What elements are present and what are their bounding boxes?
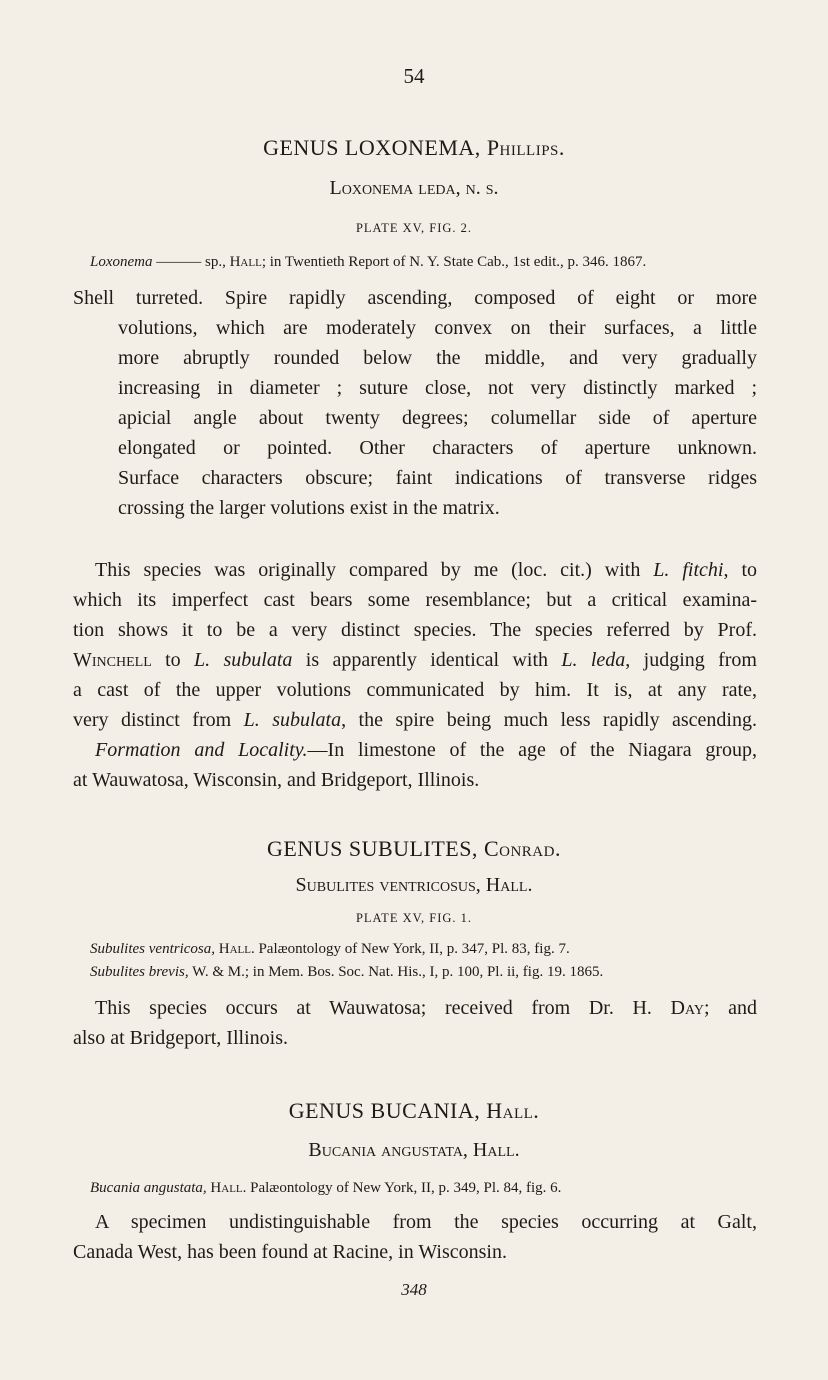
description-line: elongated or pointed. Other characters of aperture unknown. [118, 437, 757, 459]
species-heading-loxonema-leda: Loxonema leda, n. s. [329, 177, 499, 199]
handwritten-page-note: 348 [401, 1280, 427, 1299]
description-line: Surface characters obscure; faint indications of transverse ridges [118, 467, 757, 489]
plate-reference-loxonema: PLATE XV, FIG. 2. [355, 221, 473, 235]
genus-heading-subulites [0, 836, 828, 862]
description-line: volutions, which are moderately convex on their surfaces, a little [118, 317, 757, 339]
genus-heading-bucania [0, 1098, 828, 1124]
synonymy-dash: ——— [156, 254, 202, 270]
description-line: apicial angle about twenty degrees; columellar side of aperture [118, 407, 757, 429]
synonymy-taxon: Loxonema [90, 254, 153, 270]
remarks-line: which its imperfect cast bears some resemblance; but a critical examina- [73, 589, 757, 611]
locality-label: Formation and Locality. [95, 739, 308, 761]
description-loxonema [73, 283, 757, 523]
genus-author: Hall. [486, 1098, 540, 1123]
remarks-loxonema [73, 555, 757, 795]
page-number: 54 [403, 64, 425, 88]
synonymy-citation: ; in Twentieth Report of N. Y. State Cab., 1st edit., p. 346. 1867. [261, 254, 647, 270]
genus-name: GENUS SUBULITES, [267, 836, 478, 861]
locality-line: at Wauwatosa, Wisconsin, and Bridgeport, Illinois. [73, 769, 480, 791]
species-heading-bucania-angustata: Bucania angustata, Hall. [308, 1139, 520, 1161]
description-line: increasing in diameter ; suture close, not very distinctly marked ; [118, 377, 757, 399]
genus-name: GENUS BUCANIA, [288, 1098, 481, 1123]
text-line: also at Bridgeport, Illinois. [73, 1027, 288, 1049]
genus-name: GENUS LOXONEMA, [263, 135, 481, 160]
synonymy-subulites-brevis: Subulites brevis, W. & M.; in Mem. Bos. Soc. Nat. His., I, p. 100, Pl. ii, fig. 19. 1865. [90, 964, 604, 980]
plate-reference-subulites: PLATE XV, FIG. 1. [355, 911, 473, 925]
remarks-line: Winchell to L. subulata is apparently identical with L. leda, judging from [73, 649, 757, 671]
genus-heading-loxonema [0, 135, 828, 161]
synonymy-bucania: Bucania angustata, Hall. Palæontology of New York, II, p. 349, Pl. 84, fig. 6. [90, 1180, 562, 1196]
genus-author: Phillips. [486, 135, 565, 160]
text-line: A specimen undistinguishable from the species occurring at Galt, [95, 1211, 757, 1233]
remarks-line: a cast of the upper volutions communicated by him. It is, at any rate, [73, 679, 757, 701]
description-line: more abruptly rounded below the middle, and very gradually [118, 347, 757, 369]
text-line: This species occurs at Wauwatosa; received from Dr. H. Day; and [95, 997, 758, 1019]
genus-author: Conrad. [483, 836, 561, 861]
locality-line: Formation and Locality.—In limestone of the age of the Niagara group, [95, 739, 758, 761]
synonymy-author: Hall [229, 254, 262, 270]
remarks-line: very distinct from L. subulata, the spire being much less rapidly ascending. [73, 709, 757, 731]
synonymy-subulites-ventricosa: Subulites ventricosa, Hall. Palæontology of New York, II, p. 347, Pl. 83, fig. 7. [90, 941, 570, 957]
text-bucania [73, 1207, 757, 1267]
description-line: crossing the larger volutions exist in the matrix. [118, 497, 500, 519]
text-line: Canada West, has been found at Racine, in Wisconsin. [73, 1241, 507, 1263]
description-line: Shell turreted. Spire rapidly ascending, composed of eight or more [73, 287, 757, 309]
species-heading-subulites-ventricosus: Subulites ventricosus, Hall. [295, 874, 533, 896]
remarks-line: tion shows it to be a very distinct species. The species referred by Prof. [73, 619, 757, 641]
synonymy-loxonema [90, 254, 646, 271]
synonymy-sp: sp., [201, 254, 230, 270]
text-subulites [73, 993, 757, 1053]
remarks-line: This species was originally compared by me (loc. cit.) with L. fitchi, to [95, 559, 757, 581]
